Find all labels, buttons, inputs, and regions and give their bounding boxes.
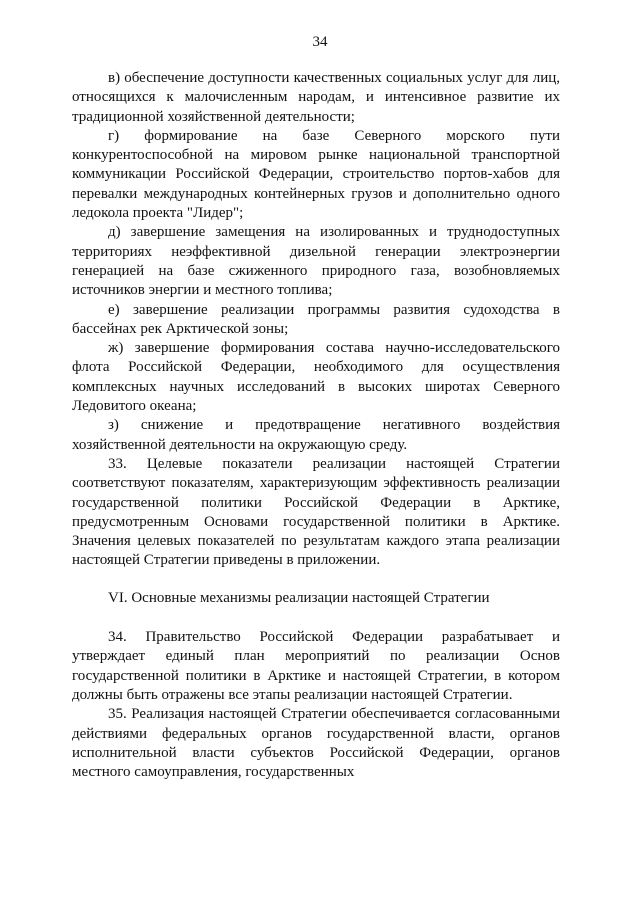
list-item-zh: ж) завершение формирования состава научно-исследовательского флота Российской Федерации, необходимого для осуществления комплексных научных исследований в высоких широтах Северного Ледовитого океана; — [72, 340, 560, 415]
paragraph-35: 35. Реализация настоящей Стратегии обеспечивается согласованными действиями федеральных органов государственной власти, органов исполнительной власти субъектов Российской Федерации, органов местного самоуправления, государственных — [72, 706, 560, 781]
page-number: 34 — [312, 34, 328, 50]
paragraph-33: 33. Целевые показатели реализации настоящей Стратегии соответствуют показателям, характеризующим эффективность реализации государственной политики Российской Федерации в Арктике, предусмотренным Основами государственной политики в Арктике. Значения целевых показателей по результатам каждого этапа реализации настоящей Стратегии приведены в приложении. — [72, 455, 560, 569]
document-body — [72, 69, 560, 782]
list-item-z: з) снижение и предотвращение негативного воздействия хозяйственной деятельности на окружающую среду. — [72, 417, 560, 453]
paragraph-34: 34. Правительство Российской Федерации разрабатывает и утверждает единый план мероприятий по реализации Основ государственной политики в Арктике и настоящей Стратегии, в котором должны быть отражены все этапы реализации настоящей Стратегии. — [72, 629, 560, 703]
list-item-d: д) завершение замещения на изолированных и труднодоступных территориях неэффективной дизельной генерации электроэнергии генерацией на базе сжиженного природного газа, возобновляемых источников энергии и местного топлива; — [72, 224, 560, 299]
section-heading: VI. Основные механизмы реализации настоящей Стратегии — [108, 589, 490, 606]
list-item-g: г) формирование на базе Северного морского пути конкурентоспособной на мировом рынке национальной транспортной коммуникации Российской Федерации, строительство портов-хабов для перевалки международных контейнерных грузов и дополнительно одного ледокола проекта "Лидер"; — [72, 127, 560, 222]
list-item-e: е) завершение реализации программы развития судоходства в бассейнах рек Арктической зоны; — [72, 301, 560, 337]
list-item-v: в) обеспечение доступности качественных социальных услуг для лиц, относящихся к малочисленным народам, и интенсивное развитие их традиционной хозяйственной деятельности; — [72, 70, 560, 125]
